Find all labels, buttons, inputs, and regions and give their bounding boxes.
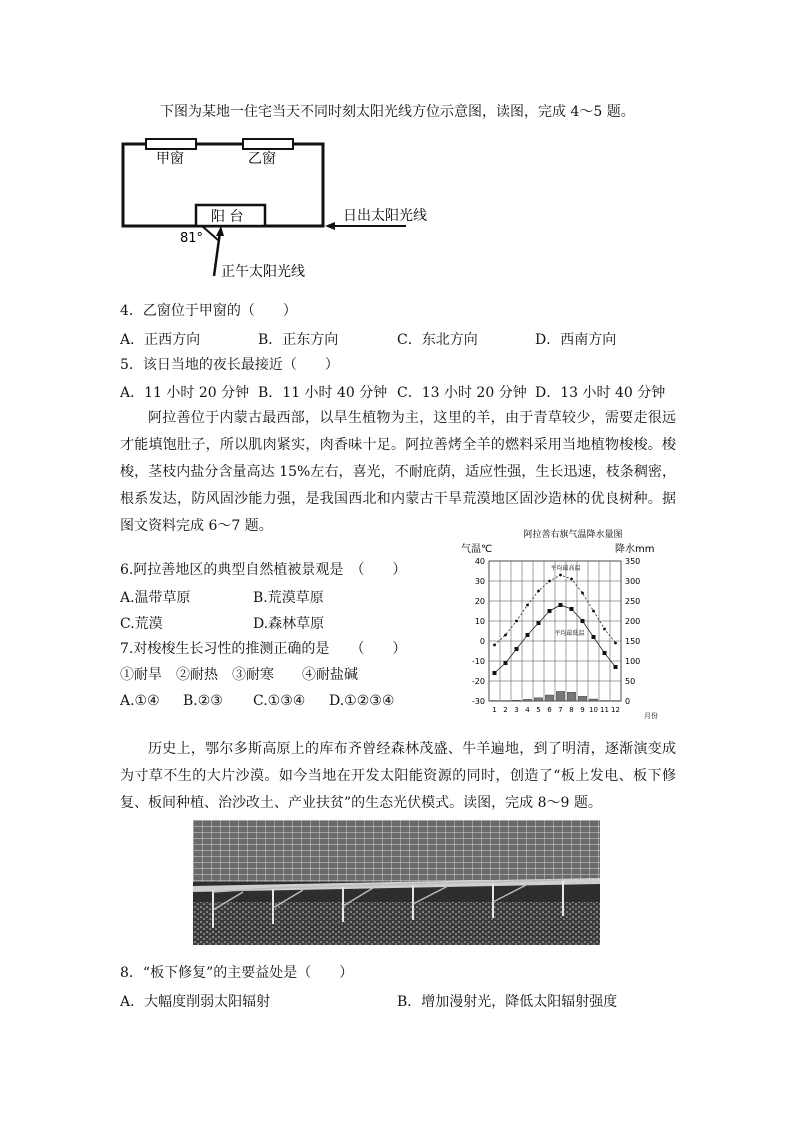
chart-series-min-temp-point [592,635,596,639]
q4-option-d: D．西南方向 [535,332,617,348]
chart-series-label-min: 平均最低温 [554,630,585,637]
q4-stem: 4．乙窗位于甲窗的（ ） [120,303,297,319]
chart-series-label-max: 平均最高温 [550,565,581,572]
chart-left-axis-label: 气温℃ [461,544,493,555]
chart-left-tick-label: -20 [471,677,485,686]
q6-stem: 6.阿拉善地区的典型自然植被景观是 （ ） [120,562,407,578]
chart-title: 阿拉善右旗气温降水量图 [523,530,623,540]
chart-precipitation-bar [545,695,553,701]
q6-option-c: C.荒漠 [120,616,163,632]
chart-x-tick-label: 8 [569,706,574,714]
chart-x-tick-label: 5 [536,706,541,714]
window-b-label: 乙窗 [248,151,276,167]
balcony-label: 阳 台 [211,209,244,225]
chart-right-tick-label: 50 [625,677,636,686]
q7-option-c: C.①③④ [253,693,306,709]
chart-series-min-temp-point [559,603,563,607]
sunrise-ray-label: 日出太阳光线 [343,208,427,224]
chart-series-min-temp-point [581,619,585,623]
q5-option-d: D．13 小时 40 分钟 [535,385,666,401]
chart-series-min-temp-point [515,647,519,651]
q6-option-a: A.温带草原 [120,590,191,606]
chart-left-tick-label: 20 [474,597,485,606]
chart-right-tick-label: 300 [625,577,641,586]
window-b [243,139,293,149]
chart-precipitation-bar [589,699,597,701]
q5-stem: 5．该日当地的夜长最接近（ ） [120,357,339,373]
chart-x-tick-label: 10 [589,706,598,714]
chart-right-tick-label: 0 [625,697,631,706]
chart-series-min-temp-point [614,665,618,669]
chart-x-tick-label: 1 [492,706,497,714]
chart-series-min-temp-point [493,671,497,675]
q7-option-a: A.①④ [120,693,160,709]
q4-option-b: B．正东方向 [258,332,339,348]
chart-precipitation-bar [523,699,531,701]
chart-series-max-temp-point [504,634,507,637]
chart-precipitation-bar [556,691,564,701]
q5-option-c: C．13 小时 20 分钟 [397,385,527,401]
chart-right-tick-label: 200 [625,617,641,626]
chart-series-max-temp-point [526,604,529,607]
q8-option-a: A．大幅度削弱太阳辐射 [120,994,271,1010]
chart-left-tick-label: -10 [471,657,485,666]
chart-right-tick-label: 250 [625,597,641,606]
chart-precipitation-bar [512,700,520,701]
chart-left-tick-label: 10 [474,617,485,626]
chart-series-max-temp-point [592,610,595,613]
chart-x-tick-label: 11 [600,706,609,714]
chart-series-max-temp-point [570,578,573,581]
intro-text: 下图为某地一住宅当天不同时刻太阳光线方位示意图，读图，完成 4～5 题。 [160,104,635,120]
climate-chart [455,525,680,725]
q7-option-d: D.①②③④ [329,693,395,709]
chart-series-max-temp-point [603,628,606,631]
chart-series-max-temp-point [515,620,518,623]
chart-left-tick-label: 0 [479,637,485,646]
chart-right-axis-label: 降水mm [615,544,655,555]
q7-stem: 7.对梭梭生长习性的推测正确的是 （ ） [120,641,407,657]
chart-left-tick-label: 30 [474,577,485,586]
angle-label: 81° [180,231,204,246]
q5-option-a: A．11 小时 20 分钟 [120,385,250,401]
noon-ray-label: 正午太阳光线 [221,264,305,280]
chart-x-tick-label: 7 [558,706,563,714]
q7-items: ①耐旱 ②耐热 ③耐寒 ④耐盐碱 [120,667,358,683]
q7-option-b: B.②③ [183,693,223,709]
q4-option-c: C．东北方向 [397,332,478,348]
chart-series-min-temp-point [526,633,530,637]
chart-x-tick-label: 9 [580,706,585,714]
angle-mark [202,226,218,240]
ordos-paragraph: 历史上，鄂尔多斯高原上的库布齐曾经森林茂盛、牛羊遍地，到了明清，逐渐演变成为寸草不生的大片沙漠。如今当地在开发太阳能资源的同时，创造了“板上发电、板下修复、板间种植、治沙改土、产业扶贫”的生态光伏模式。读图，完成 8～9 题。 [120,741,676,811]
window-a [146,139,196,149]
chart-precipitation-bar [567,692,575,701]
chart-series-min-temp-point [548,609,552,613]
chart-series-max-temp-point [581,592,584,595]
chart-right-tick-label: 100 [625,657,641,666]
q8-stem: 8．“板下修复”的主要益处是（ ） [120,965,354,981]
q6-option-d: D.森林草原 [253,616,325,632]
alxa-paragraph: 阿拉善位于内蒙古最西部，以旱生植物为主，这里的羊，由于青草较少，需要走很远才能填饱肚子，所以肌肉紧实，肉香味十足。阿拉善烤全羊的燃料采用当地植物梭梭。梭梭，茎枝内盐分含量高达 15%左右，喜光，不耐庇荫，适应性强，生长迅速，枝条稠密，根系发达，防风固沙能力强，是我国西北和内蒙古干旱荒漠地区固沙造林的优良树种。据图文资料完成 6～7 题。 [120,410,676,534]
chart-series-max-temp-point [559,574,562,577]
chart-right-tick-label: 350 [625,557,641,566]
sunrise-ray-arrowhead [325,222,335,230]
chart-x-tick-label: 12 [611,706,620,714]
chart-x-tick-label: 2 [503,706,508,714]
q8-option-b: B．增加漫射光，降低太阳辐射强度 [397,994,618,1010]
chart-series-min-temp-point [537,621,541,625]
chart-x-tick-label: 4 [525,706,530,714]
q6-option-b: B.荒漠草原 [253,590,324,606]
house-sunlight-diagram [110,128,450,288]
chart-precipitation-bar [534,698,542,701]
chart-right-tick-label: 150 [625,637,641,646]
chart-x-tick-label: 6 [547,706,552,714]
chart-series-min-temp-point [570,607,574,611]
q4-option-a: A．正西方向 [120,332,201,348]
chart-series-max-temp-point [548,580,551,583]
q5-option-b: B．11 小时 40 分钟 [258,385,388,401]
solar-panel-photo [193,820,600,945]
chart-series-max-temp-point [537,590,540,593]
chart-series-max-temp-point [493,644,496,647]
chart-precipitation-bar [578,696,586,701]
chart-series-min-temp-point [603,651,607,655]
chart-series-min-temp-point [504,661,508,665]
chart-x-tick-label: 3 [514,706,519,714]
window-a-label: 甲窗 [156,151,184,167]
chart-x-axis-label: 月份 [644,712,658,720]
chart-left-tick-label: -30 [471,697,485,706]
chart-left-tick-label: 40 [474,557,485,566]
chart-series-max-temp-point [614,642,617,645]
